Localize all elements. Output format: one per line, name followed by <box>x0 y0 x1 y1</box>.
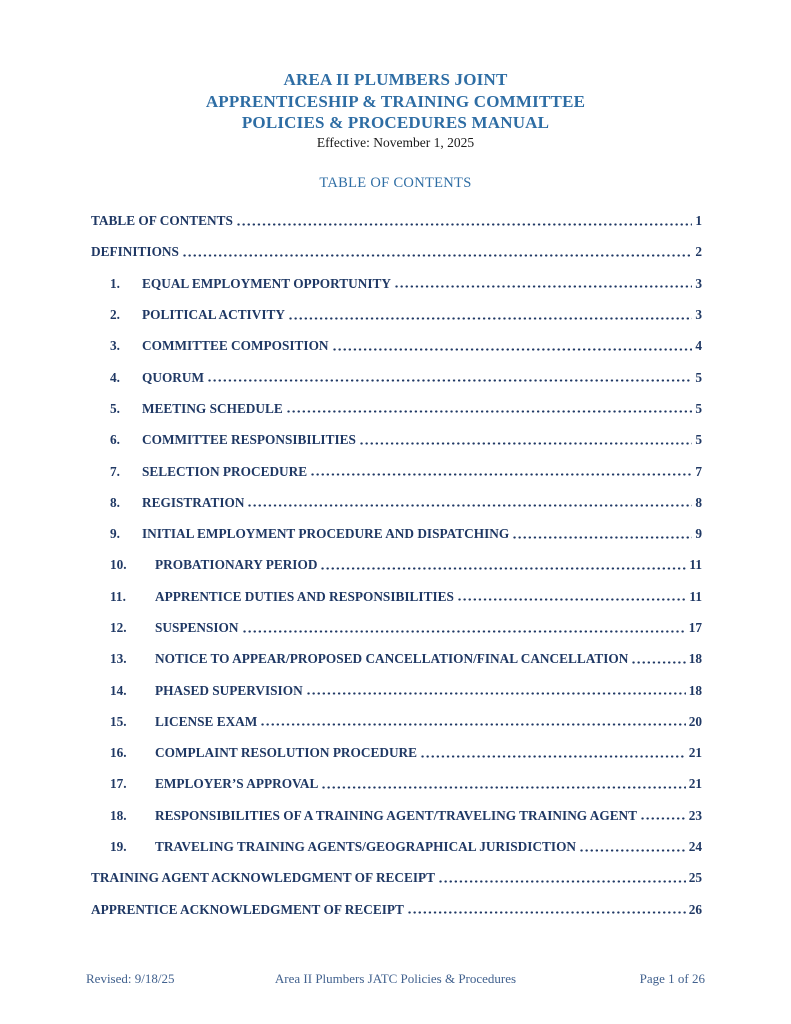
toc-entry-number: 18. <box>110 807 127 823</box>
toc-entry-title: LICENSE EXAM <box>155 713 258 729</box>
toc-entry[interactable] <box>91 612 702 643</box>
toc-entry-page-number: 17 <box>688 620 702 635</box>
toc-entry[interactable] <box>91 206 702 237</box>
toc-entry[interactable] <box>91 644 702 675</box>
toc-entry[interactable] <box>91 706 702 737</box>
toc-entry-page-number: 11 <box>689 557 702 573</box>
toc-entry[interactable] <box>91 550 702 581</box>
dot-leader <box>457 590 687 603</box>
dot-leader <box>207 371 692 384</box>
toc-entry-page-number: 4 <box>695 338 702 354</box>
dot-leader <box>631 653 685 666</box>
page-footer <box>86 970 705 988</box>
toc-entry-title: PHASED SUPERVISION <box>155 682 303 698</box>
toc-entry-title: SELECTION PROCEDURE <box>142 463 308 479</box>
dot-leader <box>420 747 686 760</box>
toc-entry-title: SUSPENSION <box>155 620 239 635</box>
toc-entry-number: 13. <box>110 651 127 667</box>
toc-entry[interactable] <box>91 268 702 299</box>
toc-entry-title: RESPONSIBILITIES OF A TRAINING AGENT/TRAVELING TRAINING AGENT <box>155 807 638 823</box>
toc-entry[interactable] <box>91 487 702 518</box>
footer-page-number: Page 1 of 26 <box>639 971 705 986</box>
toc-entry-page-number: 5 <box>695 432 702 448</box>
toc-entry-page-number: 18 <box>688 651 702 667</box>
toc-entry[interactable] <box>91 581 702 612</box>
toc-entry-page-number: 26 <box>688 901 702 917</box>
footer-revised-date: Revised: 9/18/25 <box>86 971 175 986</box>
toc-entry-number: 5. <box>110 400 120 416</box>
toc-entry-title: PROBATIONARY PERIOD <box>155 557 318 573</box>
dot-leader <box>394 277 692 290</box>
toc-entry[interactable] <box>91 894 702 925</box>
dot-leader <box>247 496 692 509</box>
toc-entry-page-number: 9 <box>695 526 702 542</box>
toc-entry-number: 11. <box>110 588 126 604</box>
dot-leader <box>182 246 692 259</box>
toc-entry[interactable] <box>91 518 702 549</box>
toc-entry-page-number: 1 <box>695 213 702 229</box>
toc-entry-title: QUORUM <box>142 369 205 385</box>
toc-entry-page-number: 18 <box>688 682 702 698</box>
toc-entry[interactable] <box>91 831 702 862</box>
dot-leader <box>438 872 686 885</box>
toc-entry[interactable] <box>91 863 702 894</box>
document-title-line-2: APPRENTICESHIP & TRAINING COMMITTEE <box>205 91 586 111</box>
document-title-line-3: POLICIES & PROCEDURES MANUAL <box>241 113 550 132</box>
toc-entry-title: COMMITTEE COMPOSITION <box>142 338 329 354</box>
toc-entry[interactable] <box>91 393 702 424</box>
dot-leader <box>321 778 685 791</box>
toc-entry-number: 19. <box>110 839 127 855</box>
toc-entry-page-number: 24 <box>688 839 702 855</box>
toc-entry-title: COMPLAINT RESOLUTION PROCEDURE <box>155 745 418 761</box>
toc-entry-page-number: 20 <box>688 713 702 729</box>
toc-entry-page-number: 5 <box>695 400 702 416</box>
toc-entry-number: 17. <box>110 776 127 792</box>
toc-entry-number: 15. <box>110 713 127 729</box>
toc-entry-page-number: 3 <box>695 307 702 323</box>
toc-entry[interactable] <box>91 425 702 456</box>
toc-entry-title: TRAVELING TRAINING AGENTS/GEOGRAPHICAL JURISDICTION <box>155 839 577 855</box>
toc-entry-number: 7. <box>110 463 120 479</box>
toc-entry-number: 16. <box>110 745 127 761</box>
effective-date: Effective: November 1, 2025 <box>316 134 475 150</box>
toc-entry-title: EMPLOYER’S APPROVAL <box>155 776 319 792</box>
dot-leader <box>288 309 692 322</box>
toc-entry-number: 3. <box>110 338 120 354</box>
toc-entry-title: TRAINING AGENT ACKNOWLEDGMENT OF RECEIPT <box>91 870 436 886</box>
toc-entry[interactable] <box>91 456 702 487</box>
toc-entry-page-number: 5 <box>695 369 702 385</box>
toc-entry[interactable] <box>91 738 702 769</box>
toc-entry-number: 8. <box>110 494 120 510</box>
toc-entry[interactable] <box>91 769 702 800</box>
toc-entry[interactable] <box>91 237 702 268</box>
document-header <box>0 0 791 152</box>
toc-entry-page-number: 11 <box>689 588 702 604</box>
toc-entry-number: 10. <box>110 557 127 573</box>
dot-leader <box>579 841 686 854</box>
toc-entry-page-number: 8 <box>695 494 702 510</box>
dot-leader <box>306 684 686 697</box>
toc-entry-number: 14. <box>110 682 127 698</box>
toc-entry-page-number: 23 <box>688 807 702 823</box>
toc-entry[interactable] <box>91 675 702 706</box>
toc-entry-title: DEFINITIONS <box>91 244 179 260</box>
toc-entry-number: 6. <box>110 432 120 448</box>
document-title-line-1: AREA II PLUMBERS JOINT <box>283 70 508 89</box>
dot-leader <box>320 559 686 572</box>
toc-entry-page-number: 25 <box>688 870 702 886</box>
toc-entry-title: MEETING SCHEDULE <box>142 400 283 416</box>
dot-leader <box>332 340 693 353</box>
toc-entry-page-number: 21 <box>688 776 702 792</box>
toc-entry-title: EQUAL EMPLOYMENT OPPORTUNITY <box>142 275 391 291</box>
toc-entry-title: NOTICE TO APPEAR/PROPOSED CANCELLATION/FINAL CANCELLATION <box>155 651 629 667</box>
toc-entry-number: 9. <box>110 526 120 542</box>
toc-list <box>91 206 702 926</box>
toc-entry-title: APPRENTICE DUTIES AND RESPONSIBILITIES <box>155 588 454 604</box>
toc-entry[interactable] <box>91 331 702 362</box>
toc-entry-page-number: 3 <box>695 275 702 291</box>
toc-entry-title: TABLE OF CONTENTS <box>91 213 233 229</box>
toc-entry-title: APPRENTICE ACKNOWLEDGMENT OF RECEIPT <box>91 901 404 917</box>
toc-entry-page-number: 2 <box>695 244 702 260</box>
toc-entry-title: COMMITTEE RESPONSIBILITIES <box>142 432 356 448</box>
toc-entry-number: 1. <box>110 275 120 291</box>
dot-leader <box>512 528 692 541</box>
toc-entry[interactable] <box>91 800 702 831</box>
dot-leader <box>260 715 685 728</box>
toc-entry-title: POLITICAL ACTIVITY <box>142 307 285 323</box>
toc-entry-number: 12. <box>110 620 127 635</box>
toc-entry-title: INITIAL EMPLOYMENT PROCEDURE AND DISPATCHING <box>142 526 510 542</box>
dot-leader <box>359 434 692 447</box>
toc-entry-title: REGISTRATION <box>142 494 245 510</box>
dot-leader <box>286 402 693 415</box>
toc-entry-number: 4. <box>110 369 120 385</box>
dot-leader <box>242 622 686 635</box>
toc-entry-number: 2. <box>110 307 120 323</box>
toc-entry[interactable] <box>91 362 702 393</box>
toc-entry[interactable] <box>91 299 702 330</box>
dot-leader <box>407 903 686 916</box>
toc-entry-page-number: 7 <box>695 463 702 479</box>
toc-entry-page-number: 21 <box>688 745 702 761</box>
dot-leader <box>640 809 686 822</box>
toc-heading: TABLE OF CONTENTS <box>319 174 472 191</box>
dot-leader <box>236 215 692 228</box>
footer-document-name: Area II Plumbers JATC Policies & Procedures <box>274 971 517 986</box>
dot-leader <box>310 465 692 478</box>
